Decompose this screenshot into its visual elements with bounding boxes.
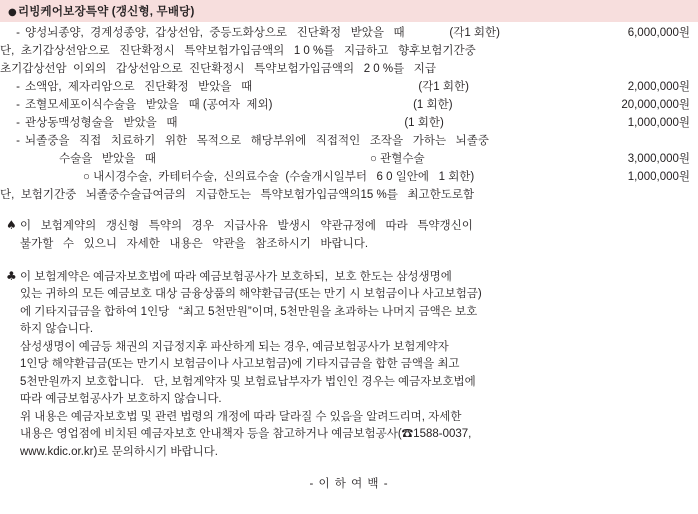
note-text: 5천만원까지 보호합니다. 단, 보험계약자 및 보험료납부자가 법인인 경우는 예금자보호법에	[20, 375, 476, 388]
bullet-icon: ●	[8, 7, 17, 18]
note-text: 1인당 해약환급금(또는 만기시 보험금이나 사고보험금)에 기타지급금을 합한 금액을 최고	[20, 358, 460, 370]
list-dash: -	[16, 135, 20, 147]
note-text: 에 기타지급금을 합하여 1인당 “최고 5천만원”이며, 5천만원을 초과하는 나머지 금액은 보호	[20, 305, 478, 318]
benefit-description: 양성뇌종양, 경계성종양, 갑상선암, 중등도화상으로 진단확정 받았을 때 (각1 회한)	[25, 27, 500, 39]
note-text: www.kdic.or.kr)로 문의하시기 바랍니다.	[20, 445, 218, 458]
page-footer-blank-notice: - 이 하 여 백 -	[309, 478, 389, 490]
benefit-subnote: 초기갑상선암 이외의 갑상선암으로 진단확정시 특약보험가입금액의 2 0 %를 지급	[0, 63, 437, 75]
spade-icon: ♠	[6, 218, 17, 232]
benefit-subnote: 단, 보험기간중 뇌졸중수술급여금의 지급한도는 특약보험가입금액의15 %를 최고한도로함	[0, 189, 475, 201]
note-text: 있는 귀하의 모든 예금보호 대상 금융상품의 해약환급금(또는 만기 시 보험금이나 사고보험금)	[20, 288, 482, 300]
benefit-amount: 1,000,000원	[627, 117, 690, 129]
benefit-row	[0, 78, 698, 96]
note-text: 불가할 수 있으니 자세한 내용은 약관을 참조하시기 바랍니다.	[20, 238, 369, 250]
note-text: 따라 예금보험공사가 보호하지 않습니다.	[20, 393, 222, 405]
note-text: 하지 않습니다.	[20, 323, 94, 335]
benefit-description: 조혈모세포이식수술을 받았을 때 (공여자 제외) (1 회한)	[25, 99, 453, 111]
benefit-amount: 2,000,000원	[627, 81, 690, 93]
deposit-protection-note	[0, 267, 698, 461]
note-text: 내용은 영업점에 비치된 예금자보호 안내책자 등을 참고하거나 예금보험공사(☎1588-0037,	[20, 428, 472, 440]
club-icon: ♣	[6, 269, 17, 283]
benefit-amount: 6,000,000원	[627, 27, 690, 39]
benefit-row	[0, 114, 698, 132]
list-dash: -	[16, 117, 20, 129]
benefit-description: 수술을 받았을 때 ○ 관혈수술	[59, 153, 425, 165]
note-text: 위 내용은 예금자보호법 및 관련 법령의 개정에 따라 달라질 수 있음을 알려드리며, 자세한	[20, 410, 462, 423]
rider-title-banner	[0, 0, 698, 22]
benefit-description: ○ 내시경수술, 카테터수술, 신의료수술 (수술개시일부터 6 0 일안에 1 회한)	[83, 171, 475, 183]
note-first-line	[6, 267, 698, 286]
benefit-row	[0, 96, 698, 114]
note-first-line	[6, 216, 698, 235]
list-dash: -	[16, 81, 20, 93]
renewal-note	[0, 216, 698, 253]
benefit-amount: 3,000,000원	[627, 153, 690, 165]
benefit-amount: 1,000,000원	[627, 171, 690, 183]
benefit-subnote: 단, 초기갑상선암으로 진단확정시 특약보험가입금액의 1 0 %를 지급하고 향후보험기간중	[0, 45, 476, 57]
benefit-row	[0, 24, 698, 42]
benefit-row	[0, 150, 698, 168]
list-dash: -	[16, 99, 20, 111]
benefit-description: 소액암, 제자리암으로 진단확정 받았을 때 (각1 회한)	[25, 81, 469, 93]
benefit-amount: 20,000,000원	[621, 99, 690, 111]
benefit-clause-list	[0, 22, 698, 204]
note-text: 이 보험계약의 갱신형 특약의 경우 지급사유 발생시 약관규정에 따라 특약갱신이	[20, 220, 473, 232]
benefit-row	[0, 168, 698, 186]
benefit-description: 뇌졸중을 직접 치료하기 위한 목적으로 해당부위에 직접적인 조작을 가하는 뇌졸중	[25, 135, 489, 147]
note-text: 삼성생명이 예금등 채권의 지급정지후 파산하게 되는 경우, 예금보험공사가 보험계약자	[20, 340, 449, 353]
list-dash: -	[16, 27, 20, 39]
benefit-row	[0, 132, 698, 150]
benefit-description: 관상동맥성형술을 받았을 때 (1 회한)	[25, 117, 444, 129]
rider-title-text: 리빙케어보장특약 (갱신형, 무배당)	[17, 6, 195, 18]
note-text: 이 보험계약은 예금자보호법에 따라 예금보험공사가 보호하되, 보호 한도는 삼성생명에	[20, 271, 452, 283]
